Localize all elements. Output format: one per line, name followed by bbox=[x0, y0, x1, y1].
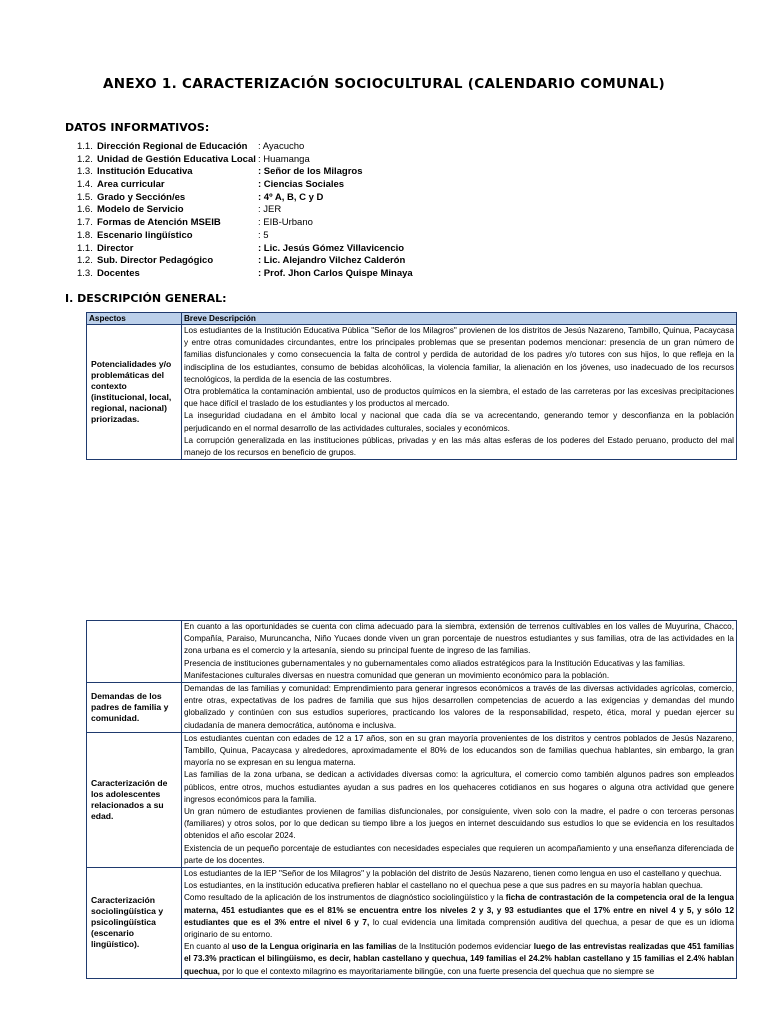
paragraph: Los estudiantes de la Institución Educativa Pública "Señor de los Milagros" provienen de los distritos de Jesús Nazareno, Tambillo, Quinua, Pacaycasa y entre otras comunidades circundantes, entre los principales problemas que se presentan podemos mencionar: presencia de un gran número de familias disfuncionales y como consecuencia la falta de control y perdida de autoridad de los padres y/o tutores con sus hijos, lo que refleja en la indisciplina de los estudiantes, consumo de bebidas alcohólicas, la violencia familiar, la alienación en los jóvenes, uso inadecuado de los recursos tecnológicos, la perdida de la esencia de las costumbres. bbox=[184, 326, 734, 384]
datos-num: 1.2. bbox=[77, 153, 93, 165]
descripcion-heading: I. DESCRIPCIÓN GENERAL: bbox=[65, 292, 227, 305]
aspect-cell: Caracterización sociolingüística y psicolingüística (escenario lingüístico). bbox=[87, 868, 182, 979]
description-cell bbox=[182, 621, 737, 683]
paragraph: Demandas de las familias y comunidad: Emprendimiento para generar ingresos económicos a través de las diversas actividades agrícolas, comercio, entre otras, expectativas de los padres de familia que sus hijos desarrollen competencias de acuerdo a las exigencias y demandas del mundo globalizado y continúen con sus estudios superiores, practicando los valores de la responsabilidad, respeto, ética, moral y puedan ejercer su ciudadanía de manera democrática, autónoma e inclusiva. bbox=[184, 684, 734, 730]
datos-value: : 4º A, B, C y D bbox=[258, 191, 324, 203]
paragraph: Un gran número de estudiantes provienen de familias disfuncionales, por consiguiente, viven solo con la madre, el padre o con terceras personas (familiares) y otros solos, por lo que dedican su tiempo libre a los juegos en internet descuidando sus estudios lo que se evidencia en los resultados obtenidos el año escolar 2024. bbox=[184, 807, 734, 841]
datos-row bbox=[77, 255, 413, 268]
paragraph: Los estudiantes cuentan con edades de 12 a 17 años, son en su gran mayoría provenientes de los distritos y centros poblados de Jesús Nazareno, Tambillo, Quinua, Pacaycasa y alrededores, aproximadamente el 80% de los educandos son de familias quechua hablantes, sin embargo, la gran mayoría no se expresan en su lengua materna. bbox=[184, 733, 734, 768]
datos-num: 1.6. bbox=[77, 204, 93, 216]
table-row bbox=[87, 868, 737, 979]
paragraph: Las familias de la zona urbana, se dedican a actividades diversas como: la agricultura, el comercio como también algunos padres son empleados públicos, entre otros, muchos estudiantes ayudan a sus padres en los quehaceres cotidianos en sus hogares o alguna otra actividad que genere ingresos económicos para la familia. bbox=[184, 770, 734, 804]
datos-num: 1.2. bbox=[77, 255, 93, 267]
datos-row bbox=[77, 179, 413, 192]
datos-label: Docentes bbox=[97, 267, 140, 279]
paragraph: Manifestaciones culturales diversas en nuestra comunidad que generan un movimiento económico para la población. bbox=[184, 670, 610, 680]
datos-value: : Prof. Jhon Carlos Quispe Minaya bbox=[258, 267, 413, 279]
datos-num: 1.1. bbox=[77, 141, 93, 152]
paragraph: En cuanto a las oportunidades se cuenta con clima adecuado para la siembra, extensión de terrenos cultivables en los valles de Muyurina, Chacco, Compañía, Paraiso, Muruncancha, Niño Yucaes donde viven un gran porcentaje de nuestros estudiantes y sus familias, otra de las actividades en la zona urbana es el comercio y la artesanía, siendo su principal fuente de ingreso de las familias. bbox=[184, 622, 734, 656]
datos-label: Director bbox=[97, 242, 134, 254]
datos-label: Dirección Regional de Educación bbox=[97, 141, 248, 152]
datos-label: Unidad de Gestión Educativa Local bbox=[97, 153, 256, 165]
datos-num: 1.3. bbox=[77, 166, 93, 178]
bold-text-run: ficha de contrastación de la competencia oral de la lengua materna, 451 estudiantes que es el 81% se encuentra entre los niveles 2 y 3, y 93 estudiantes que el 17% entre en nivel 4 y 5, y sólo 12 estudiantes que es el 3% entre el nivel 6 y 7, bbox=[184, 893, 734, 927]
description-cell bbox=[182, 683, 737, 733]
datos-label: Escenario lingüístico bbox=[97, 229, 193, 241]
datos-value: : Huamanga bbox=[258, 153, 310, 165]
table-row bbox=[87, 732, 737, 867]
datos-num: 1.5. bbox=[77, 191, 93, 203]
column-header-breve-descripcion: Breve Descripción bbox=[182, 313, 737, 325]
text-run: Como resultado de la aplicación de los instrumentos de diagnóstico sociolingüístico y la bbox=[184, 893, 506, 903]
datos-num: 1.7. bbox=[77, 217, 93, 229]
aspect-cell: Demandas de los padres de familia y comunidad. bbox=[87, 683, 182, 733]
datos-value: : 5 bbox=[258, 229, 269, 241]
description-cell bbox=[182, 325, 737, 460]
datos-value: : Ayacucho bbox=[258, 141, 305, 152]
description-cell bbox=[182, 868, 737, 979]
text-run: En cuanto al bbox=[184, 942, 232, 952]
aspect-cell: Potencialidades y/o problemáticas del contexto (institucional, local, regional, nacional) priorizadas. bbox=[87, 325, 182, 460]
table-row bbox=[87, 621, 737, 683]
datos-row bbox=[77, 154, 413, 167]
datos-label: Area curricular bbox=[97, 179, 165, 191]
description-cell bbox=[182, 732, 737, 867]
paragraph: La corrupción generalizada en las instituciones públicas, privadas y en las más altas esferas de los poderes del Estado peruano, producto del mal manejo de los recursos en beneficio de grupos. bbox=[184, 435, 734, 458]
bold-text-run: luego de las entrevistas realizadas que 451 familias el 73.3% practican el bilingüismo, es decir, hablan castellano y quechua, 149 familias el 24.2% hablan castellano y 15 familias el 2.4% hablan quechua, bbox=[184, 942, 734, 976]
datos-num: 1.3. bbox=[77, 267, 93, 279]
datos-value: : EIB-Urbano bbox=[258, 217, 313, 229]
datos-row bbox=[77, 141, 413, 154]
datos-value: : Ciencias Sociales bbox=[258, 179, 345, 191]
paragraph: Existencia de un pequeño porcentaje de estudiantes con necesidades especiales que requieren un acompañamiento y una enseñanza diferenciada de parte de los docentes. bbox=[184, 843, 734, 865]
paragraph: Presencia de instituciones gubernamentales y no gubernamentales como aliados estratégicos para la Institución Educativas y las familias. bbox=[184, 658, 686, 668]
descripcion-table-continued bbox=[86, 620, 737, 979]
datos-label: Modelo de Servicio bbox=[97, 204, 184, 216]
column-header-aspectos: Aspectos bbox=[87, 313, 182, 325]
paragraph: La inseguridad ciudadana en el ámbito local y nacional que cada día se va acrecentando, generando temor y desconfianza en la población perjudicando en el normal desarrollo de las actividades culturales, sociales y económicos. bbox=[184, 411, 734, 433]
descripcion-table bbox=[86, 312, 737, 460]
datos-label: Institución Educativa bbox=[97, 166, 193, 178]
datos-row bbox=[77, 166, 413, 179]
datos-label: Grado y Sección/es bbox=[97, 191, 186, 203]
table-row bbox=[87, 325, 737, 460]
datos-value: : Señor de los Milagros bbox=[258, 166, 363, 178]
paragraph: Los estudiantes de la IEP "Señor de los Milagros" y la población del distrito de Jesús Nazareno, tienen como lengua en uso el castellano y quechua. bbox=[184, 869, 722, 879]
datos-label: Formas de Atención MSEIB bbox=[97, 217, 221, 229]
bold-text-run: uso de la Lengua originaria en las familias bbox=[231, 942, 397, 952]
datos-num: 1.8. bbox=[77, 229, 93, 241]
table-row bbox=[87, 683, 737, 733]
datos-value: : Lic. Alejandro Vilchez Calderón bbox=[258, 255, 406, 267]
aspect-cell bbox=[87, 621, 182, 683]
paragraph bbox=[184, 892, 734, 941]
datos-row bbox=[77, 243, 413, 256]
datos-row bbox=[77, 268, 413, 281]
text-run: lo cual evidencia una limitada comprensión auditiva del quechua, a pesar de que es un idioma originario de su entorno. bbox=[184, 917, 735, 940]
paragraph: Otra problemática la contaminación ambiental, uso de productos químicos en la siembra, el estado de las carreteras por las excesivas precipitaciones que hace difícil el traslado de los estudiantes y los productos al mercado. bbox=[184, 387, 734, 409]
page-title: ANEXO 1. CARACTERIZACIÓN SOCIOCULTURAL (CALENDARIO COMUNAL) bbox=[103, 76, 665, 92]
datos-list bbox=[77, 141, 413, 281]
datos-row bbox=[77, 230, 413, 243]
datos-row bbox=[77, 204, 413, 217]
datos-label: Sub. Director Pedagógico bbox=[97, 255, 214, 267]
paragraph: Los estudiantes, en la institución educativa prefieren hablar el castellano no el quechua pese a que sus padres en su mayoría hablan quechua. bbox=[184, 881, 703, 891]
datos-value: : Lic. Jesús Gómez Villavicencio bbox=[258, 242, 405, 254]
aspect-cell: Caracterización de los adolescentes relacionados a su edad. bbox=[87, 732, 182, 867]
text-run: por lo que el contexto milagrino es mayoritariamente bilingüe, con una fuerte presencia del quechua que no siempre se bbox=[219, 966, 655, 976]
datos-row bbox=[77, 192, 413, 205]
table-header-row bbox=[87, 313, 737, 325]
datos-value: : JER bbox=[258, 204, 282, 216]
datos-num: 1.4. bbox=[77, 179, 93, 191]
datos-num: 1.1. bbox=[77, 242, 93, 254]
paragraph bbox=[184, 941, 734, 978]
datos-heading: DATOS INFORMATIVOS: bbox=[65, 121, 210, 134]
datos-row bbox=[77, 217, 413, 230]
text-run: de la Institución podemos evidenciar bbox=[396, 942, 534, 952]
